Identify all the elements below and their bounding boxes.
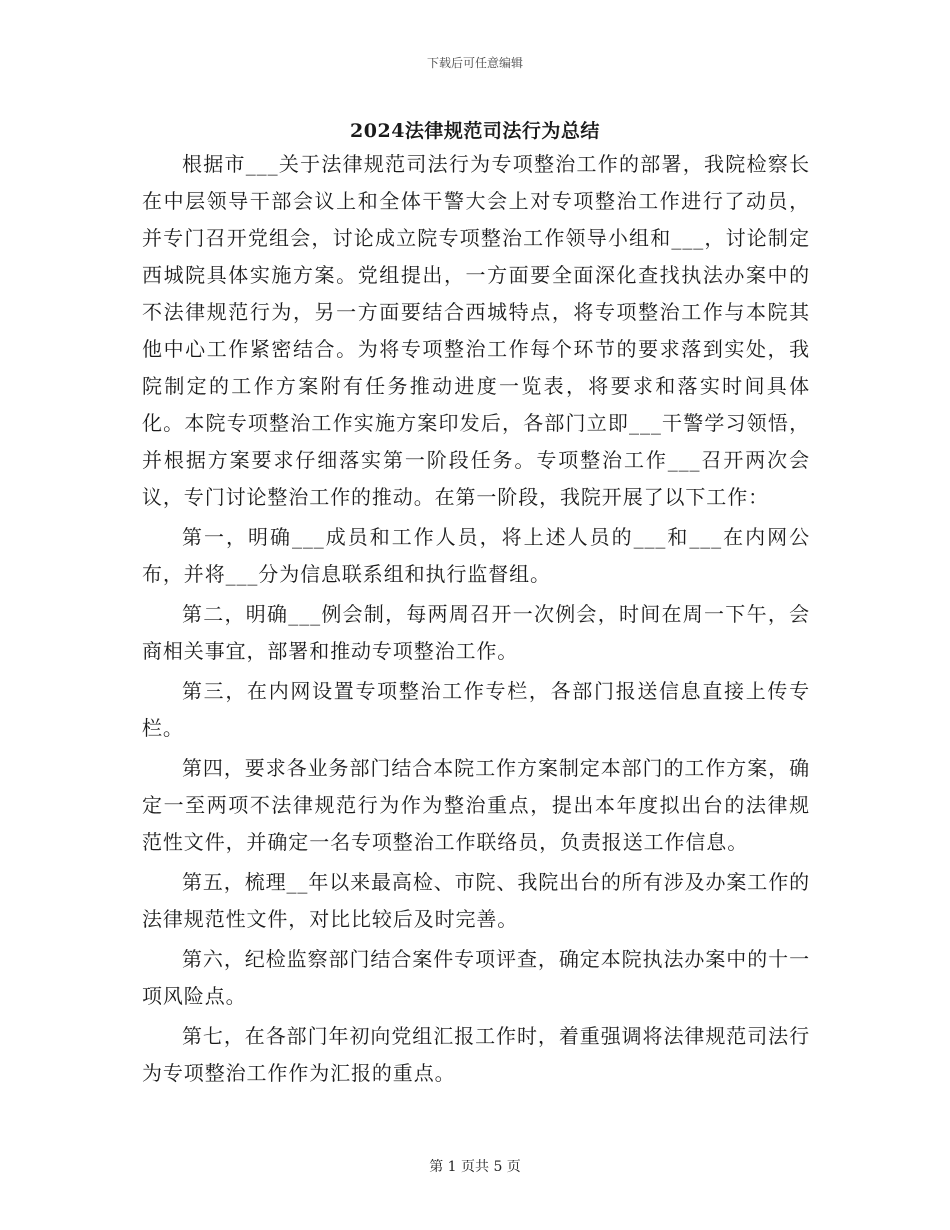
paragraph-item-2: 第二，明确___例会制，每两周召开一次例会，时间在周一下午，会商相关事宜，部署和推动专项整治工作。 xyxy=(142,602,810,663)
paragraph-item-6: 第六，纪检监察部门结合案件专项评查，确定本院执法办案中的十一项风险点。 xyxy=(142,947,810,1008)
document-title: 2024法律规范司法行为总结 xyxy=(350,120,600,142)
paragraph-item-5: 第五，梳理__年以来最高检、市院、我院出台的所有涉及办案工作的法律规范性文件，对比比较后及时完善。 xyxy=(142,870,810,931)
paragraph-item-1: 第一，明确___成员和工作人员，将上述人员的___和___在内网公布，并将___分为信息联系组和执行监督组。 xyxy=(142,525,810,586)
document-body xyxy=(142,146,810,1095)
paragraph-intro: 根据市___关于法律规范司法行为专项整治工作的部署，我院检察长在中层领导干部会议上和全体干警大会上对专项整治工作进行了动员，并专门召开党组会，讨论成立院专项整治工作领导小组和___，讨论制定西城院具体实施方案。党组提出，一方面要全面深化查找执法办案中的不法律规范行为，另一方面要结合西城特点，将专项整治工作与本院其他中心工作紧密结合。为将专项整治工作每个环节的要求落到实处，我院制定的工作方案附有任务推动进度一览表，将要求和落实时间具体化。本院专项整治工作实施方案印发后，各部门立即___干警学习领悟，并根据方案要求仔细落实第一阶段任务。专项整治工作___召开两次会议，专门讨论整治工作的推动。在第一阶段，我院开展了以下工作： xyxy=(142,152,810,509)
header-note: 下载后可任意编辑 xyxy=(426,56,523,70)
paragraph-item-3: 第三，在内网设置专项整治工作专栏，各部门报送信息直接上传专栏。 xyxy=(142,679,810,740)
paragraph-item-4: 第四，要求各业务部门结合本院工作方案制定本部门的工作方案，确定一至两项不法律规范行为作为整治重点，提出本年度拟出台的法律规范性文件，并确定一名专项整治工作联络员，负责报送工作信息。 xyxy=(142,756,810,854)
paragraph-item-7: 第七，在各部门年初向党组汇报工作时，着重强调将法律规范司法行为专项整治工作作为汇报的重点。 xyxy=(142,1024,810,1085)
page-number-footer: 第 1 页共 5 页 xyxy=(429,1159,521,1175)
